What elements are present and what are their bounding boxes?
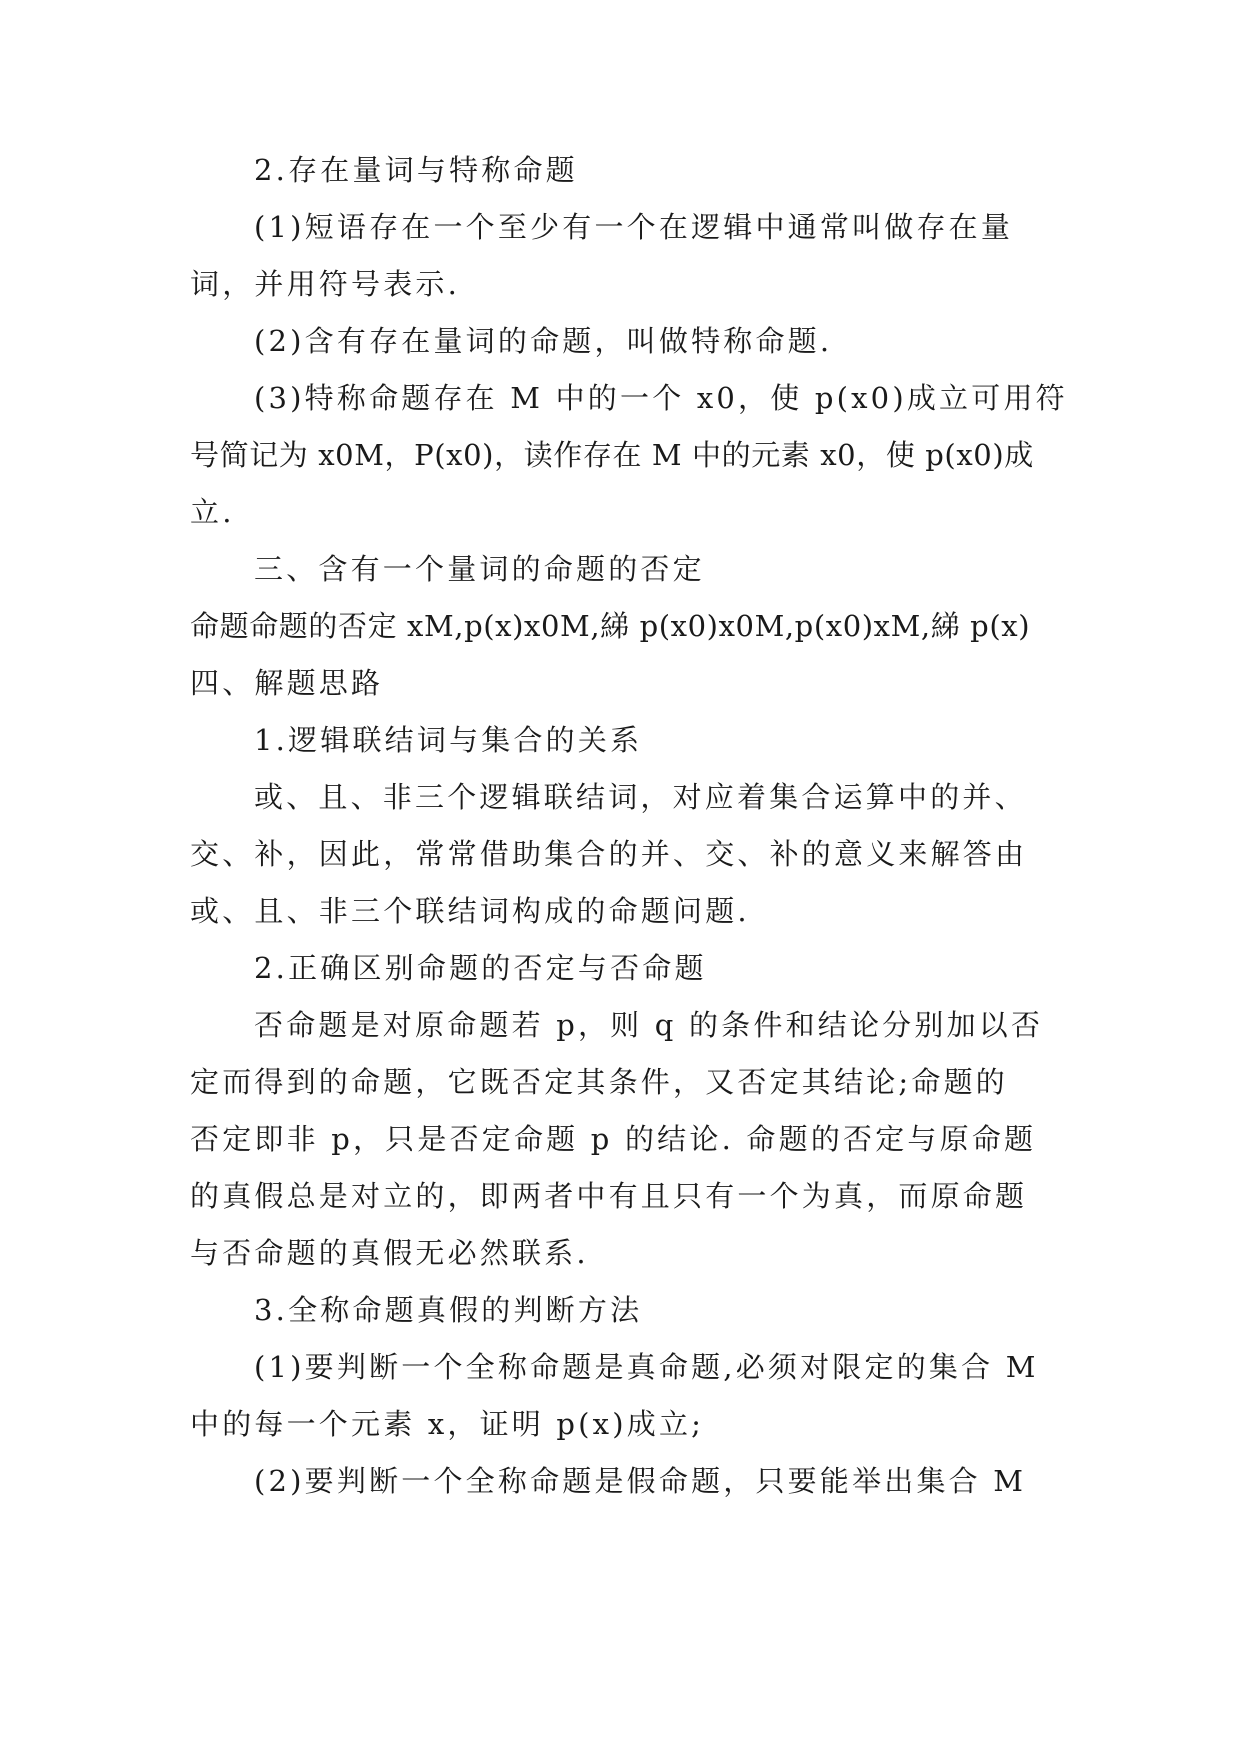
- paragraph-line: 交、补，因此，常常借助集合的并、交、补的意义来解答由: [190, 837, 1028, 871]
- paragraph-line: (1)要判断一个全称命题是真命题,必须对限定的集合 M: [254, 1350, 1039, 1384]
- paragraph-line: 词，并用符号表示.: [190, 267, 461, 301]
- section-heading-negation: 三、含有一个量词的命题的否定: [254, 552, 705, 586]
- paragraph-line: 否命题是对原命题若 p，则 q 的条件和结论分别加以否: [254, 1008, 1044, 1042]
- paragraph-line: 中的每一个元素 x，证明 p(x)成立;: [190, 1407, 705, 1441]
- paragraph-line: 与否命题的真假无必然联系.: [190, 1236, 589, 1270]
- paragraph-line: (2)含有存在量词的命题，叫做特称命题.: [254, 324, 833, 358]
- negation-table-line: 命题命题的否定 xM,p(x)x0M,綈 p(x0)x0M,p(x0)xM,綈 p(x): [190, 609, 1031, 643]
- paragraph-line: (1)短语存在一个至少有一个在逻辑中通常叫做存在量: [254, 210, 1014, 244]
- paragraph-line: 或、且、非三个逻辑联结词，对应着集合运算中的并、: [254, 780, 1027, 814]
- paragraph-line: 立.: [190, 495, 235, 529]
- paragraph-line: 定而得到的命题，它既否定其条件，又否定其结论;命题的: [190, 1065, 1008, 1099]
- paragraph-line: (2)要判断一个全称命题是假命题，只要能举出集合 M: [254, 1464, 1027, 1498]
- heading-existential-quantifier: 2.存在量词与特称命题: [254, 153, 578, 187]
- paragraph-line: 否定即非 p，只是否定命题 p 的结论. 命题的否定与原命题: [190, 1122, 1037, 1156]
- paragraph-line: 或、且、非三个联结词构成的命题问题.: [190, 894, 750, 928]
- paragraph-line: 的真假总是对立的，即两者中有且只有一个为真，而原命题: [190, 1179, 1028, 1213]
- subheading-logic-sets: 1.逻辑联结词与集合的关系: [254, 723, 643, 757]
- subheading-universal-truth: 3.全称命题真假的判断方法: [254, 1293, 643, 1327]
- section-heading-approach: 四、解题思路: [190, 666, 384, 700]
- paragraph-line: (3)特称命题存在 M 中的一个 x0，使 p(x0)成立可用符: [254, 381, 1068, 415]
- subheading-negation-vs-inverse: 2.正确区别命题的否定与否命题: [254, 951, 707, 985]
- paragraph-line: 号简记为 x0M，P(x0)，读作存在 M 中的元素 x0，使 p(x0)成: [190, 438, 1034, 472]
